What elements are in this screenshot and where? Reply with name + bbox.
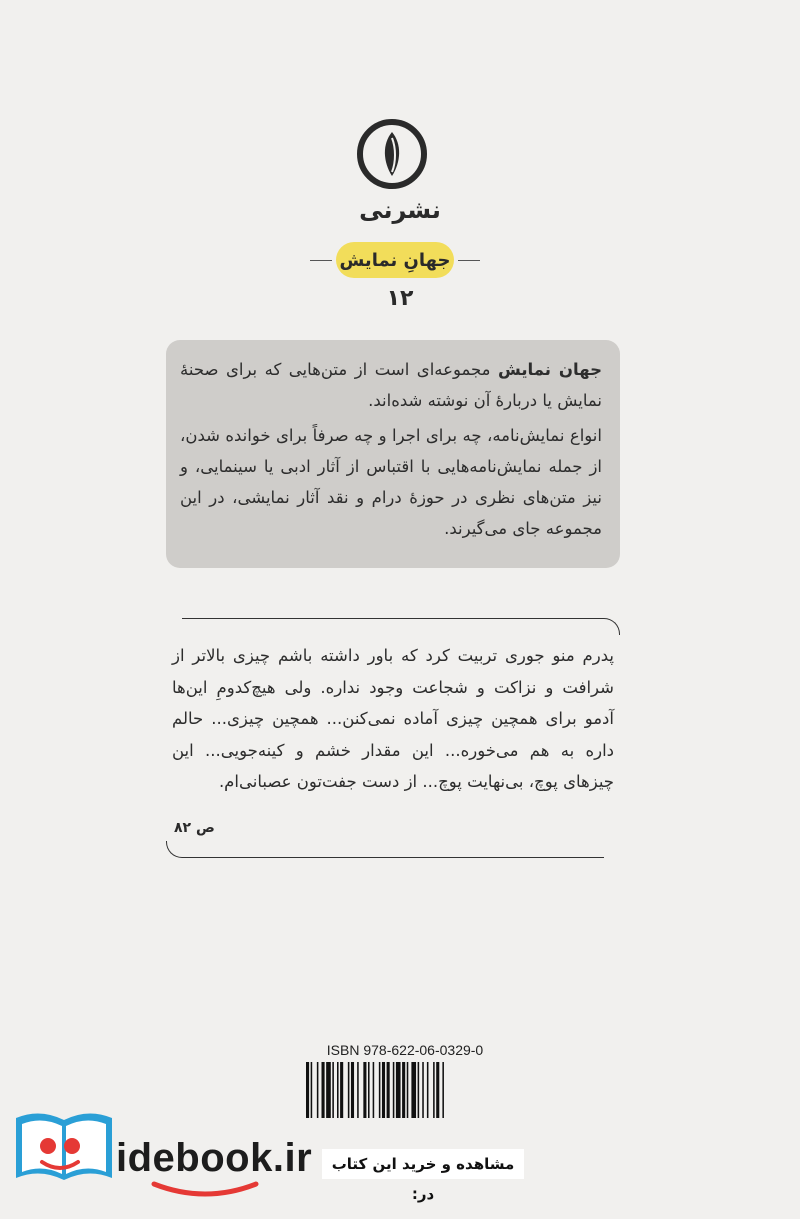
- series-number: ۱۲: [386, 286, 414, 311]
- reed-logo-icon: [356, 118, 428, 190]
- publisher-name: نشرنی: [359, 196, 441, 224]
- description-bold-lead: جهان نمایش: [498, 360, 602, 379]
- barcode: [304, 1062, 504, 1118]
- series-divider-right: [458, 260, 480, 261]
- isbn-number: ISBN 978-622-06-0329-0: [326, 1042, 484, 1058]
- quote-top-border: [182, 618, 620, 635]
- series-title: جهانِ نمایش: [336, 242, 454, 278]
- series-label: [310, 240, 480, 280]
- description-paragraph-2: انواع نمایش‌نامه، چه برای اجرا و چه صرفاً برای خوانده شدن، از جمله نمایش‌نامه‌هایی با اقتباس از آثار ادبی یا سینمایی، و نیز متن‌های نظری در حوزهٔ درام و نقد آثار نمایشی، در این مجموعه جای می‌گیرند.: [180, 426, 602, 538]
- watermark-brand: idebook.ir: [116, 1136, 313, 1180]
- quote-block: [166, 618, 620, 858]
- quote-page-ref: ص ۸۲: [174, 820, 215, 836]
- watermark-caption: مشاهده و خرید این کتاب در:: [322, 1149, 524, 1179]
- watermark-swoosh-icon: [150, 1178, 260, 1200]
- series-description: [166, 340, 620, 568]
- book-logo-icon: [12, 1108, 116, 1196]
- series-divider-left: [310, 260, 332, 261]
- quote-bottom-border: [166, 841, 604, 858]
- quote-text: پدرم منو جوری تربیت کرد که باور داشته باشم چیزی بالاتر از شرافت و نزاکت و شجاعت وجود نداره. ولی هیچ‌کدومِ این‌ها آدمو برای همچین چیزی آماده نمی‌کنن... همچین چیزی... حالم داره به هم می‌خوره... این مقدار خشم و کینه‌جویی... این چیزهای پوچ، بی‌نهایت پوچ... از دست جفت‌تون عصبانی‌ام.: [172, 646, 614, 791]
- description-paragraph-1: [180, 354, 602, 416]
- description-p1-text: مجموعه‌ای است از متن‌هایی که برای صحنهٔ نمایش یا دربارهٔ آن نوشته شده‌اند.: [180, 360, 602, 410]
